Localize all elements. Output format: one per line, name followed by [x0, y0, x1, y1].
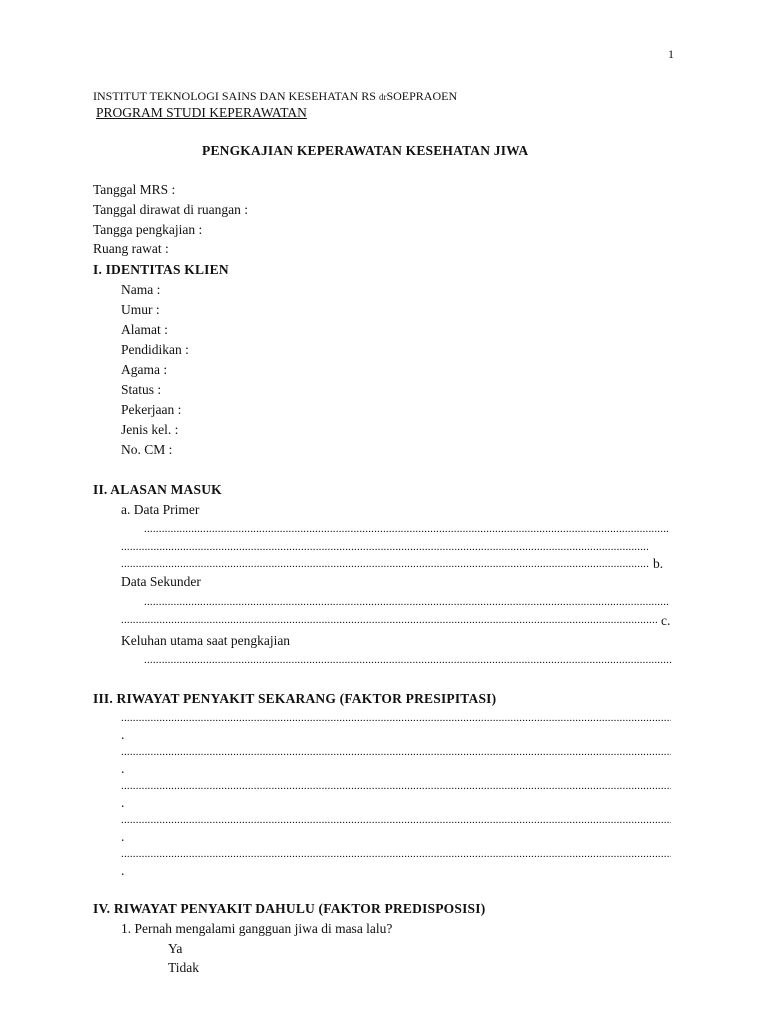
field-alamat: Alamat : [121, 322, 168, 337]
institute-prefix: INSTITUT TEKNOLOGI SAINS DAN KESEHATAN RS [93, 89, 376, 103]
option-ya: Ya [168, 941, 183, 956]
fill-line [144, 595, 670, 609]
keluhan-label: Keluhan utama saat pengkajian [121, 633, 291, 648]
data-sekunder-label: Data Sekunder [121, 574, 201, 589]
document-title: PENGKAJIAN KEPERAWATAN KESEHATAN JIWA [202, 143, 529, 158]
fill-line [144, 522, 670, 536]
c-marker: c. [661, 613, 671, 628]
fill-line [121, 745, 671, 759]
institute-dr: dr [378, 92, 387, 102]
field-agama: Agama : [121, 362, 168, 377]
field-status: Status : [121, 382, 162, 397]
page-number: 1 [668, 47, 674, 61]
fill-line [121, 779, 671, 793]
field-pendidikan: Pendidikan : [121, 342, 189, 357]
fill-line [121, 847, 671, 861]
fill-line [121, 557, 649, 571]
field-jenis-kelamin: Jenis kel. : [121, 422, 179, 437]
section-riwayat-dahulu-heading: IV. RIWAYAT PENYAKIT DAHULU (FAKTOR PREDISPOSISI) [93, 901, 486, 916]
line-end-period: . [121, 727, 125, 742]
tanggal-dirawat: Tanggal dirawat di ruangan : [93, 202, 248, 217]
b-marker: b. [653, 556, 664, 571]
line-end-period: . [121, 761, 125, 776]
data-primer-label: a. Data Primer [121, 502, 200, 517]
section-alasan-heading: II. ALASAN MASUK [93, 482, 222, 497]
section-riwayat-sekarang-heading: III. RIWAYAT PENYAKIT SEKARANG (FAKTOR PRESIPITASI) [93, 691, 497, 706]
fill-line [121, 813, 671, 827]
line-end-period: . [121, 829, 125, 844]
ruang-rawat: Ruang rawat : [93, 241, 169, 256]
question-gangguan-jiwa: 1. Pernah mengalami gangguan jiwa di masa lalu? [121, 921, 393, 936]
option-tidak: Tidak [168, 960, 200, 975]
tanggal-pengkajian: Tangga pengkajian : [93, 222, 203, 237]
fill-line [121, 613, 657, 627]
field-umur: Umur : [121, 302, 160, 317]
institute-suffix: SOEPRAOEN [386, 89, 458, 103]
fill-line [121, 711, 671, 725]
program-name: PROGRAM STUDI KEPERAWATAN [96, 105, 307, 120]
line-end-period: . [121, 863, 125, 878]
field-no-cm: No. CM : [121, 442, 173, 457]
line-end-period: . [121, 795, 125, 810]
institute-name [93, 88, 457, 105]
section-identitas-heading: I. IDENTITAS KLIEN [93, 262, 229, 277]
fill-line [121, 540, 648, 554]
tanggal-mrs: Tanggal MRS : [93, 182, 176, 197]
field-nama: Nama : [121, 282, 161, 297]
field-pekerjaan: Pekerjaan : [121, 402, 182, 417]
fill-line [144, 653, 672, 667]
